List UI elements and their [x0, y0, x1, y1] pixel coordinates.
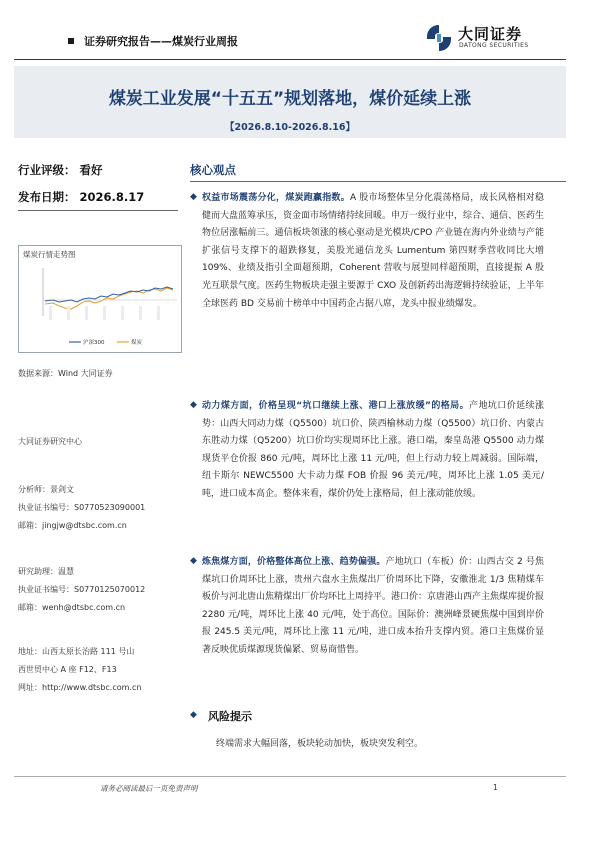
datong-securities-logo [424, 22, 546, 54]
footer-divider [14, 776, 566, 777]
coal-trend-chart [18, 245, 182, 353]
section-coking-text [202, 554, 544, 660]
chart-data-source: 数据来源：Wind 大同证券 [18, 369, 113, 378]
address-line-2: 西世贸中心 A 座 F12、F13 [18, 665, 117, 674]
report-header [0, 0, 595, 62]
diamond-bullet-icon: ◆ [190, 710, 197, 720]
section-coking-body: 产地坑口（车板）价：山西古交 2 号焦煤坑口价周环比上涨，贵州六盘水主焦煤出厂价周环比下降，安徽淮北 1/3 焦精煤车板价与河北唐山焦精煤出厂价均环比上周持平。港口价：京唐港山西产主焦煤库提价报 2280 元/吨，周环比上涨 40 元/吨，处于高位。国际价：澳洲峰景硬焦煤中国到岸价报 245.5 美元/吨，周环比上涨 11 元/吨，进口成本抬升支撑内贸。港口主焦煤价显著反映优质煤源现货偏紧、贸易商惜售。 [202, 557, 545, 655]
section-coking-heading: 炼焦煤方面，价格整体高位上涨、趋势偏强。 [202, 557, 386, 567]
report-title: 煤炭工业发展“十五五”规划落地，煤价延续上涨 [108, 89, 472, 109]
research-institute: 大同证券研究中心 [18, 437, 82, 446]
section-thermal-body: 产地坑口价延续涨势：山西大同动力煤（Q5500）坑口价、陕西榆林动力煤（Q5500）坑口价、内蒙古东胜动力煤（Q5200）坑口价均实现周环比上涨。港口端，秦皇岛港 Q5500 动力煤现货平仓价报 860 元/吨，周环比上涨 11 元/吨，但上行动力较上周减弱。国际端，纽卡斯尔 NEWC5500 大卡动力煤 FOB 价报 96 美元/吨，周环比上涨 1.05 美元/吨，进口成本高企。整体来看，煤价仍处上涨格局，但上涨动能放缓。 [202, 401, 544, 499]
analyst-name: 分析师：景剑文 [18, 485, 74, 494]
section-equity-text [202, 190, 544, 313]
core-divider [190, 181, 566, 182]
website-link[interactable]: 网址：http://www.dtsbc.com.cn [18, 683, 142, 692]
core-viewpoints-title: 核心观点 [190, 163, 236, 177]
legend-coal-label: 煤炭 [131, 340, 143, 346]
coal-series-line [45, 288, 173, 309]
publish-date: 发布日期： 2026.8.17 [18, 190, 145, 204]
logo-english-name: DATONG SECURITIES [459, 42, 529, 49]
analyst-email[interactable]: 邮箱：jingjw@dtsbc.com.cn [18, 521, 127, 530]
diamond-bullet-icon: ◆ [190, 556, 197, 566]
risk-title: 风险提示 [208, 710, 252, 723]
assistant-email[interactable]: 邮箱：wenh@dtsbc.com.cn [18, 603, 126, 612]
report-category: 证券研究报告——煤炭行业周报 [84, 35, 238, 48]
address-line-1: 地址：山西太原长治路 111 号山 [18, 647, 135, 656]
diamond-bullet-icon: ◆ [190, 400, 197, 410]
section-equity-body: A 股市场整体呈分化震荡格局，成长风格相对稳健而大盘蓝筹承压，资金面市场情绪持续回暖。申万一级行业中，综合、通信、医药生物位居涨幅前三。通信板块领涨的核心驱动是光模块/CPO 产业链在海内外业绩与产能扩张信号支撑下的超跌修复，美股光通信龙头 Lumentum 第四财季营收同比大增 109%、业绩及指引全面超预期，Coherent 营收与展望同样超预期，直接提振 A 股光互联景气度。医药生物板块走强主要源于 CXO 及创新药出海逻辑持续验证，上半年全球医药 BD 交易前十榜单中中国药企占据八席，龙头中报业绩爆发。 [202, 193, 545, 309]
logo-mark-icon [424, 23, 454, 53]
chart-title: 煤炭行情走势图 [23, 250, 76, 259]
page-number: 1 [493, 783, 498, 792]
analyst-certificate: 执业证书编号：S0770523090001 [18, 503, 146, 512]
logo-name: 大同证券 [458, 25, 523, 43]
section-thermal-heading: 动力煤方面，价格呈现“坑口继续上涨、港口上涨放缓”的格局。 [202, 401, 470, 411]
assistant-name: 研究助理：温慧 [18, 567, 74, 576]
report-date-range: 【2026.8.10-2026.8.16】 [225, 122, 355, 133]
assistant-certificate: 执业证书编号：S0770125070012 [18, 585, 146, 594]
industry-rating: 行业评级： 看好 [18, 163, 103, 177]
trend-chart-svg [19, 246, 183, 354]
diamond-bullet-icon: ◆ [190, 192, 197, 202]
risk-text: 终端需求大幅回落，板块轮动加快，板块突发利空。 [216, 739, 424, 749]
title-banner [14, 66, 566, 138]
header-square-marker [68, 38, 74, 44]
footer-disclaimer: 请务必阅读最后一页免责声明 [100, 784, 198, 793]
section-equity-heading: 权益市场震荡分化，煤炭跑赢指数。 [202, 193, 350, 203]
section-thermal-text [202, 398, 544, 504]
header-divider [14, 59, 566, 60]
sidebar-divider [18, 210, 178, 211]
legend-csi300-label: 沪深300 [83, 340, 105, 346]
